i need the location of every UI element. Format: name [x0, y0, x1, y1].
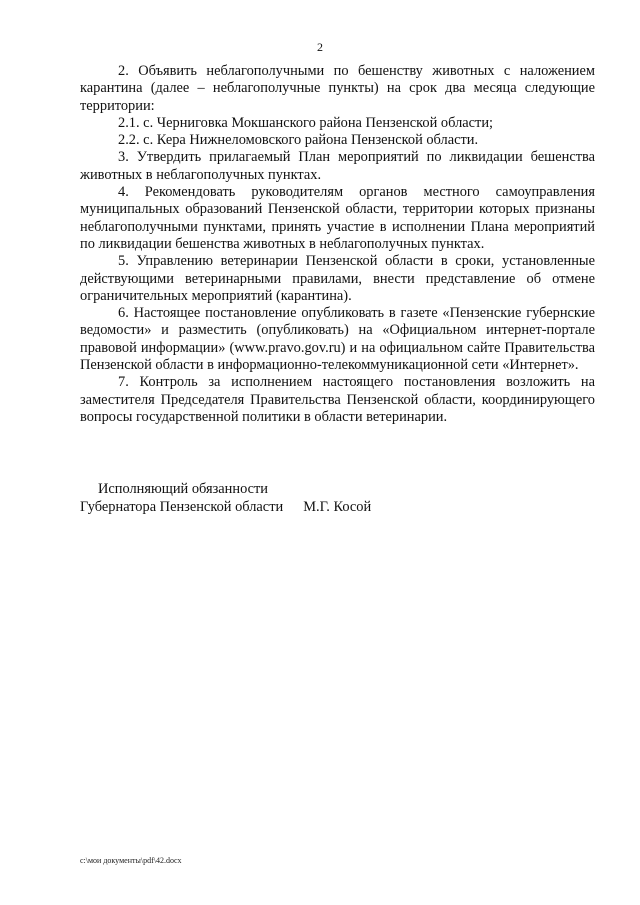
signatory-name: М.Г. Косой [303, 499, 372, 515]
paragraph-6: 6. Настоящее постановление опубликовать в газете «Пензенские губернские ведомости» и разместить (опубликовать) на «Официальном интернет-портале правовой информации» (www.pravo.gov.ru) и на официальном сайте Правительства Пензенской области в информационно-телекоммуникационной сети «Интернет». [80, 305, 595, 374]
paragraph-2-1: 2.1. с. Черниговка Мокшанского района Пензенской области; [118, 114, 494, 131]
footer-file-path: c:\мои документы\pdf\42.docx [80, 856, 182, 865]
document-body [80, 63, 595, 426]
paragraph-3: 3. Утвердить прилагаемый План мероприятий по ликвидации бешенства животных в неблагополучных пунктах. [80, 149, 595, 183]
paragraph-2: 2. Объявить неблагополучными по бешенству животных с наложением карантина (далее – неблагополучные пункты) на срок два месяца следующие территории: [80, 63, 595, 114]
signature-title-line1: Исполняющий обязанности [98, 481, 269, 497]
signature-title-line2-row [80, 498, 440, 516]
paragraph-7: 7. Контроль за исполнением настоящего постановления возложить на заместителя Председателя Правительства Пензенской области, координирующего вопросы государственной политики в области ветеринарии. [80, 374, 595, 425]
signature-block [80, 480, 440, 516]
page-number: 2 [317, 40, 323, 54]
signature-title-line2: Губернатора Пензенской области [80, 499, 284, 515]
paragraph-2-2: 2.2. с. Кера Нижнеломовского района Пензенской области. [118, 132, 479, 149]
paragraph-5: 5. Управлению ветеринарии Пензенской области в сроки, установленные действующими ветеринарными правилами, внести представление об отмене ограничительных мероприятий (карантина). [80, 253, 595, 304]
paragraph-4: 4. Рекомендовать руководителям органов местного самоуправления муниципальных образований Пензенской области, территории которых признаны неблагополучными пунктами, принять участие в исполнении Плана мероприятий по ликвидации бешенства животных в неблагополучных пунктах. [80, 184, 595, 252]
